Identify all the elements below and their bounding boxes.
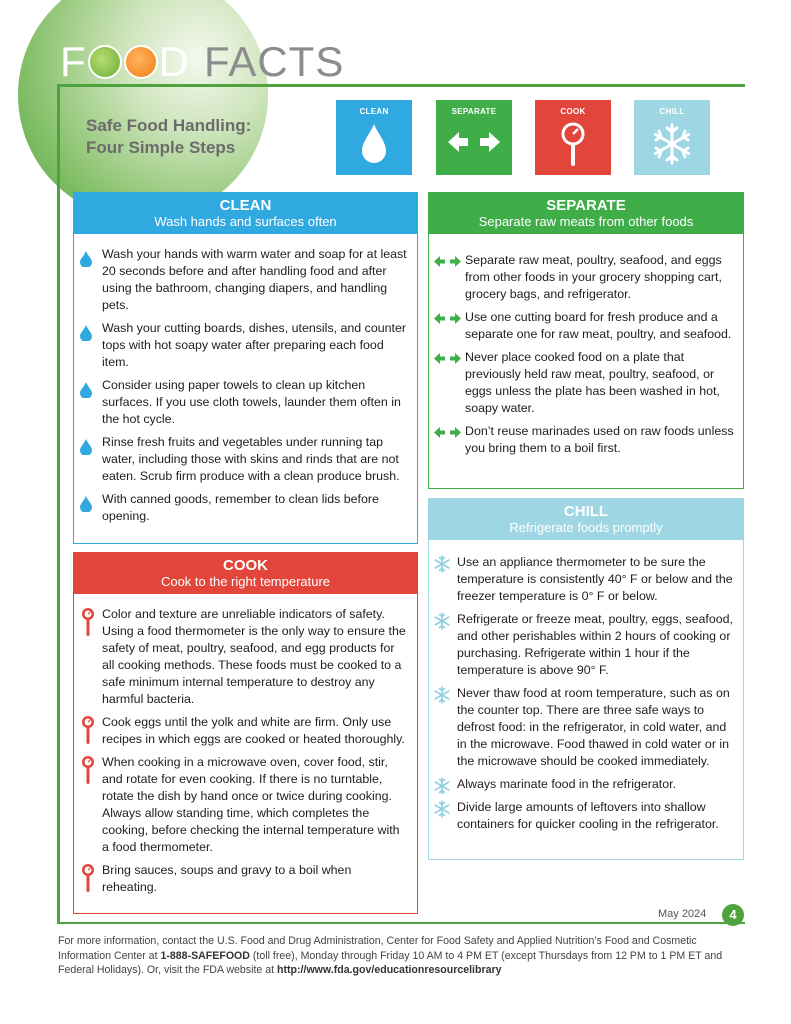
arrows-icon	[434, 256, 461, 267]
arrows-icon	[434, 313, 461, 324]
decorative-circle	[18, 0, 268, 220]
thermometer-icon	[80, 607, 96, 637]
step-tile-cook	[535, 100, 611, 175]
clean-list	[74, 234, 417, 525]
list-item	[457, 554, 735, 605]
separate-item-text: Separate raw meat, poultry, seafood, and eggs from other foods in your grocery shopping cart, grocery bags, and refrigerator.	[465, 253, 722, 301]
water-drop-icon	[80, 496, 92, 512]
bottom-border	[57, 922, 745, 924]
cook-panel	[73, 552, 418, 914]
chill-item-text: Never thaw food at room temperature, such as on the counter top. There are three safe ways to defrost food: in the refrigerator, in cold water, and in the microwave. Food thawed in cold water or in the microwave should be cooked immediately.	[457, 686, 730, 768]
chill-item-text: Refrigerate or freeze meat, poultry, eggs, seafood, and other perishables within 2 hours of cooking or purchasing. Refrigerate within 1 hour if the temperature is above 90° F.	[457, 612, 733, 677]
clean-header	[74, 193, 417, 234]
step-tile-chill	[634, 100, 710, 175]
chill-item-text: Use an appliance thermometer to be sure the temperature is consistently 40° F or below and the freezer temperature is 0° F or below.	[457, 555, 733, 603]
separate-header	[429, 193, 743, 234]
footer-phone: 1-888-SAFEFOOD	[160, 949, 250, 962]
list-item	[102, 862, 409, 896]
orange-icon	[124, 45, 158, 79]
water-drop-icon	[359, 122, 389, 164]
list-item	[102, 606, 409, 708]
cook-subtitle: Cook to the right temperature	[160, 574, 331, 589]
list-item	[102, 377, 407, 428]
footer-text-2: (toll free), Monday through Friday 10 AM to 4 PM ET (except Thursdays from 12 PM to 1 PM ET and Federal Holidays). Or, visit the FDA website at	[58, 949, 723, 976]
chill-title: CHILL	[563, 503, 609, 520]
chill-list	[429, 540, 743, 833]
step-tile-clean	[336, 100, 412, 175]
logo-facts: FACTS	[204, 38, 345, 85]
separate-item-text: Use one cutting board for fresh produce and a separate one for raw meat, poultry, and seafood.	[465, 310, 732, 341]
water-drop-icon	[80, 439, 92, 455]
list-item	[102, 320, 407, 371]
list-item	[465, 252, 735, 303]
clean-item-text: Consider using paper towels to clean up kitchen surfaces. If you use cloth towels, launder them often in the hot cycle.	[102, 378, 401, 426]
cook-item-text: When cooking in a microwave oven, cover food, stir, and rotate for even cooking. If there is no turntable, rotate the dish by hand once or twice during cooking. Always allow standing time, which completes the cooking, before checking the internal temperature with a food thermometer.	[102, 755, 400, 854]
chill-header	[429, 499, 743, 540]
clean-panel	[73, 192, 418, 544]
snowflake-icon	[433, 800, 451, 818]
clean-item-text: Rinse fresh fruits and vegetables under running tap water, including those with skins and rinds that are not eaten. Scrub firm produce with a clean produce brush.	[102, 435, 400, 483]
separate-list	[429, 234, 743, 457]
list-item	[457, 776, 735, 793]
chill-item-text: Always marinate food in the refrigerator.	[457, 777, 677, 791]
page-title-line2: Four Simple Steps	[86, 138, 236, 157]
snowflake-icon	[433, 686, 451, 704]
page-title	[86, 115, 251, 159]
arrows-icon	[446, 122, 502, 162]
clean-item-text: With canned goods, remember to clean lids before opening.	[102, 492, 379, 523]
cook-title: COOK	[223, 557, 268, 574]
chill-item-text: Divide large amounts of leftovers into shallow containers for quicker cooling in the refrigerator.	[457, 800, 719, 831]
separate-title: SEPARATE	[546, 197, 626, 214]
thermometer-icon	[558, 122, 588, 170]
clean-subtitle: Wash hands and surfaces often	[154, 214, 337, 229]
step-label: CLEAN	[359, 107, 389, 116]
cook-item-text: Color and texture are unreliable indicators of safety. Using a food thermometer is the only way to ensure the safety of meat, poultry, seafood, and egg products for all cooking methods. These foods must be cooked to a safe minimum internal temperature to destroy any harmful bacteria.	[102, 607, 406, 706]
cook-list	[74, 594, 417, 896]
leaf-icon	[88, 45, 122, 79]
list-item	[457, 799, 735, 833]
food-facts-logo	[60, 40, 344, 84]
page-number: 4	[722, 904, 744, 926]
step-tile-separate	[436, 100, 512, 175]
water-drop-icon	[80, 382, 92, 398]
list-item	[102, 714, 409, 748]
separate-item-text: Don’t reuse marinades used on raw foods unless you bring them to a boil first.	[465, 424, 734, 455]
arrows-icon	[434, 353, 461, 364]
footer-text	[58, 934, 748, 978]
step-label: COOK	[560, 107, 586, 116]
snowflake-icon	[433, 777, 451, 795]
snowflake-icon	[433, 612, 451, 630]
clean-item-text: Wash your hands with warm water and soap for at least 20 seconds before and after handling food and after using the bathroom, changing diapers, and handling pets.	[102, 247, 407, 312]
cook-header	[74, 553, 417, 594]
clean-item-text: Wash your cutting boards, dishes, utensils, and counter tops with hot soapy water after preparing each food item.	[102, 321, 406, 369]
thermometer-icon	[80, 863, 96, 893]
logo-letter-f: F	[60, 38, 87, 85]
list-item	[102, 434, 407, 485]
step-label: CHILL	[659, 107, 685, 116]
list-item	[465, 349, 735, 417]
page-title-line1: Safe Food Handling:	[86, 116, 252, 135]
list-item	[465, 423, 735, 457]
separate-subtitle: Separate raw meats from other foods	[478, 214, 694, 229]
chill-subtitle: Refrigerate foods promptly	[509, 520, 663, 535]
clean-title: CLEAN	[219, 197, 272, 214]
snowflake-icon	[433, 555, 451, 573]
list-item	[465, 309, 735, 343]
cook-item-text: Cook eggs until the yolk and white are firm. Only use recipes in which eggs are cooked or heated thoroughly.	[102, 715, 405, 746]
list-item	[457, 611, 735, 679]
list-item	[102, 754, 409, 856]
footer-link[interactable]: http://www.fda.gov/educationresourcelibrary	[277, 964, 502, 976]
left-border	[57, 85, 60, 923]
footer-text-1: For more information, contact the U.S. Food and Drug Administration, Center for Food Safety and Applied Nutrition’s Food and Cosmetic Information Center at	[58, 935, 697, 962]
list-item	[457, 685, 735, 770]
arrows-icon	[434, 427, 461, 438]
thermometer-icon	[80, 755, 96, 785]
cook-item-text: Bring sauces, soups and gravy to a boil when reheating.	[102, 863, 352, 894]
water-drop-icon	[80, 325, 92, 341]
chill-panel	[428, 498, 744, 860]
thermometer-icon	[80, 715, 96, 745]
publication-date: May 2024	[658, 908, 707, 920]
logo-letter-d: D	[158, 38, 190, 85]
separate-item-text: Never place cooked food on a plate that previously held raw meat, poultry, seafood, or eggs unless the plate has been washed in hot, soapy water.	[465, 350, 720, 415]
list-item	[102, 246, 407, 314]
snowflake-icon	[650, 122, 694, 166]
water-drop-icon	[80, 251, 92, 267]
step-label: SEPARATE	[451, 107, 497, 116]
list-item	[102, 491, 407, 525]
separate-panel	[428, 192, 744, 489]
